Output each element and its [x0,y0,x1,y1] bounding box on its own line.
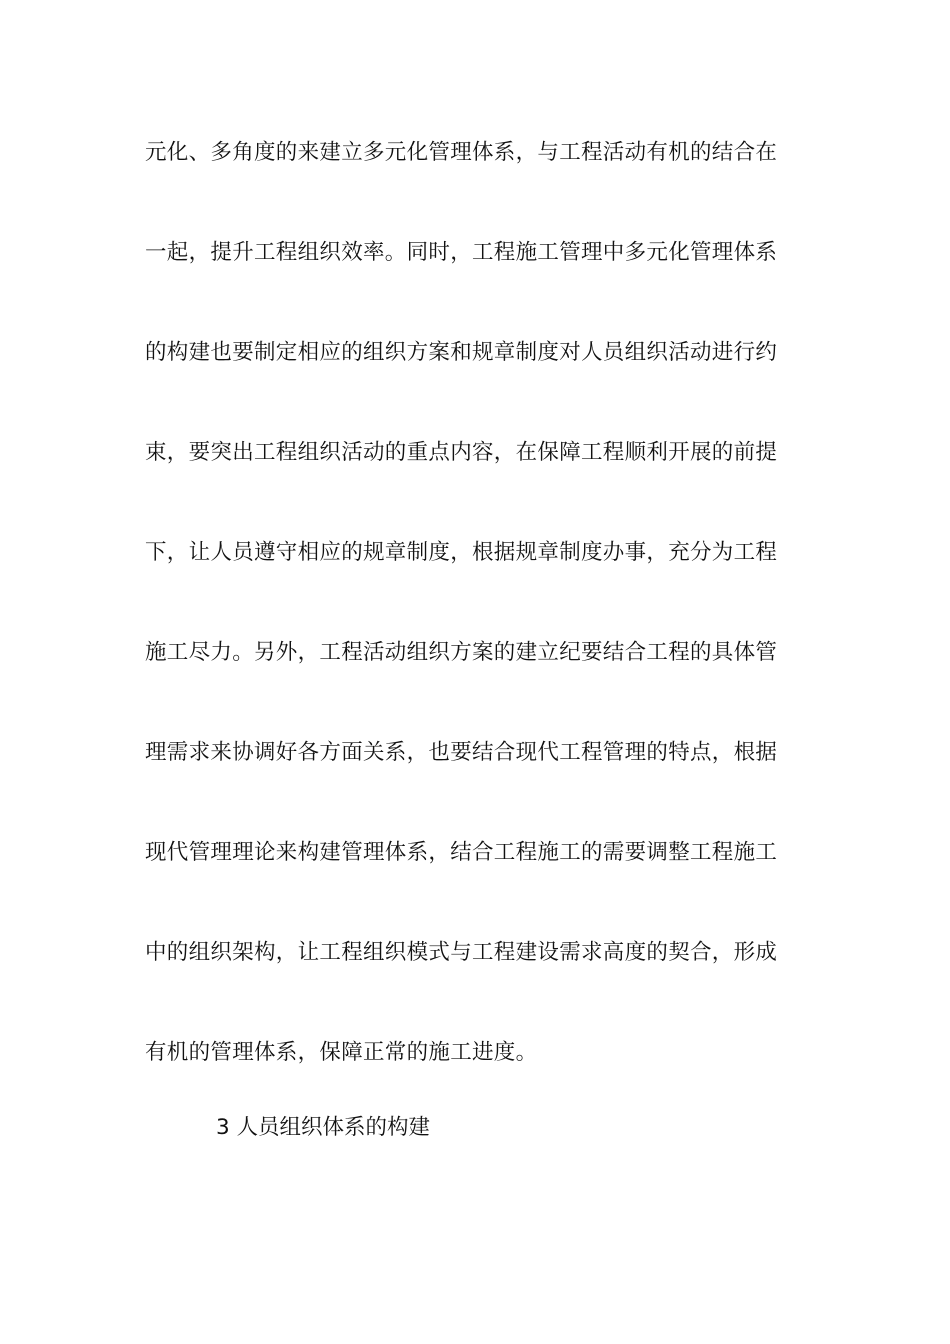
paragraph-line: 中的组织架构，让工程组织模式与工程建设需求高度的契合，形成 [145,940,778,965]
paragraph-line: 的构建也要制定相应的组织方案和规章制度对人员组织活动进行约 [145,340,778,365]
paragraph-line: 施工尽力。另外，工程活动组织方案的建立纪要结合工程的具体管 [145,640,778,665]
section-heading: 3 人员组织体系的构建 [216,1115,431,1140]
paragraph-line: 束，要突出工程组织活动的重点内容，在保障工程顺利开展的前提 [145,440,778,465]
paragraph-line: 理需求来协调好各方面关系，也要结合现代工程管理的特点，根据 [145,740,778,765]
paragraph-line: 现代管理理论来构建管理体系，结合工程施工的需要调整工程施工 [145,840,778,865]
body-paragraph [145,130,805,1130]
paragraph-line: 元化、多角度的来建立多元化管理体系，与工程活动有机的结合在 [145,140,778,165]
paragraph-line: 下，让人员遵守相应的规章制度，根据规章制度办事，充分为工程 [145,540,778,565]
paragraph-line: 有机的管理体系，保障正常的施工进度。 [145,1040,538,1065]
paragraph-line: 一起，提升工程组织效率。同时，工程施工管理中多元化管理体系 [145,240,778,265]
